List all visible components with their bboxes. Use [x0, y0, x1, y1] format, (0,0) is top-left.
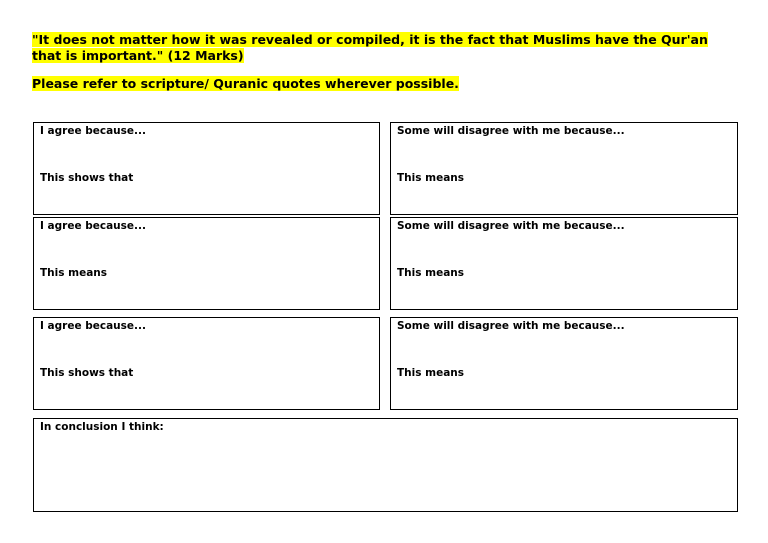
disagree-title-2: Some will disagree with me because...	[397, 220, 625, 232]
agree-title-3: I agree because...	[40, 320, 146, 332]
conclusion-title: In conclusion I think:	[40, 421, 164, 433]
instruction-highlight: Please refer to scripture/ Quranic quotes wherever possible.	[32, 76, 459, 91]
agree-title-1: I agree because...	[40, 125, 146, 137]
conclusion-box[interactable]	[33, 418, 738, 512]
instruction-text	[32, 76, 459, 92]
agree-follow-1: This shows that	[40, 172, 134, 184]
agree-box-2[interactable]	[33, 217, 380, 310]
question-line-1: "It does not matter how it was revealed or compiled, it is the fact that Muslims have the Qur'an	[32, 32, 708, 47]
disagree-box-2[interactable]	[390, 217, 738, 310]
agree-box-1[interactable]	[33, 122, 380, 215]
agree-box-3[interactable]	[33, 317, 380, 410]
disagree-title-1: Some will disagree with me because...	[397, 125, 625, 137]
disagree-box-3[interactable]	[390, 317, 738, 410]
question-line-2: that is important." (12 Marks)	[32, 48, 244, 63]
agree-title-2: I agree because...	[40, 220, 146, 232]
disagree-follow-3: This means	[397, 367, 465, 379]
essay-question	[32, 32, 732, 64]
disagree-title-3: Some will disagree with me because...	[397, 320, 625, 332]
disagree-box-1[interactable]	[390, 122, 738, 215]
disagree-follow-2: This means	[397, 267, 465, 279]
agree-follow-3: This shows that	[40, 367, 134, 379]
agree-follow-2: This means	[40, 267, 108, 279]
disagree-follow-1: This means	[397, 172, 465, 184]
